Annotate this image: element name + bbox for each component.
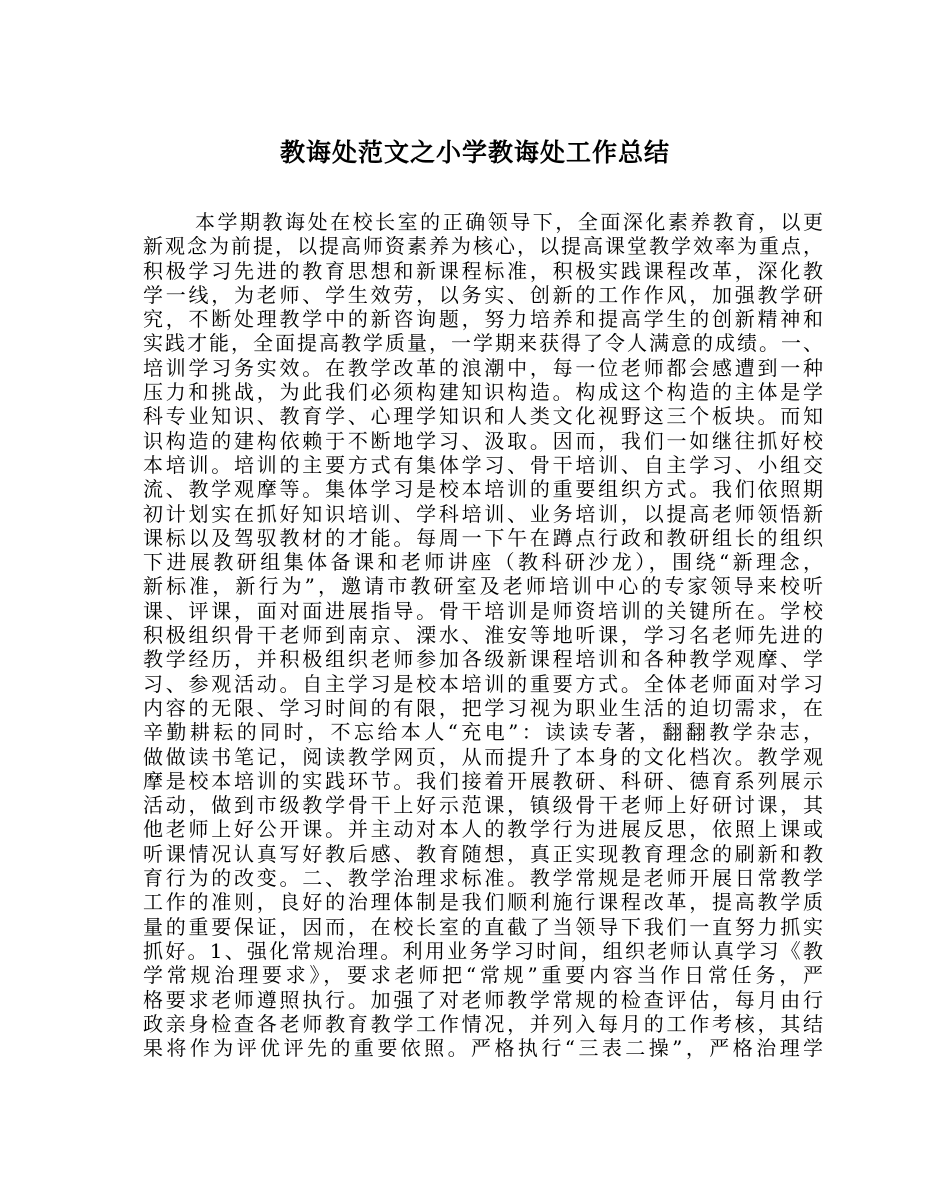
body-text-line: 辛勤耕耘的同时，不忘给本人“充电”：读读专著，翻翻教学杂志， xyxy=(143,720,823,745)
body-text-line: 课标以及驾驭教材的才能。每周一下午在蹲点行政和教研组长的组织 xyxy=(143,525,823,550)
body-text-line: 科专业知识、教育学、心理学知识和人类文化视野这三个板块。而知 xyxy=(143,404,823,429)
body-text-line: 他老师上好公开课。并主动对本人的教学行为进展反思，依照上课或 xyxy=(143,817,823,842)
body-text-line: 积极组织骨干老师到南京、溧水、淮安等地听课，学习名老师先进的 xyxy=(143,623,823,648)
body-text-line: 本培训。培训的主要方式有集体学习、骨干培训、自主学习、小组交 xyxy=(143,452,823,477)
body-text-line: 做做读书笔记，阅读教学网页，从而提升了本身的文化档次。教学观 xyxy=(143,744,823,769)
body-text-line: 识构造的建构依赖于不断地学习、汲取。因而，我们一如继往抓好校 xyxy=(143,428,823,453)
body-text-line: 活动，做到市级教学骨干上好示范课，镇级骨干老师上好研讨课，其 xyxy=(143,793,823,818)
body-text-line: 育行为的改变。二、教学治理求标准。教学常规是老师开展日常教学 xyxy=(143,866,823,891)
body-text-line: 压力和挑战，为此我们必须构建知识构造。构成这个构造的主体是学 xyxy=(143,380,823,405)
body-text-line: 实践才能，全面提高教学质量，一学期来获得了令人满意的成绩。一、 xyxy=(143,331,823,356)
body-text-line: 格要求老师遵照执行。加强了对老师教学常规的检查评估，每月由行 xyxy=(143,987,823,1012)
body-text-line: 学常规治理要求》，要求老师把“常规”重要内容当作日常任务，严 xyxy=(143,963,823,988)
body-text-line: 教学经历，并积极组织老师参加各级新课程培训和各种教学观摩、学 xyxy=(143,647,823,672)
body-text-line: 初计划实在抓好知识培训、学科培训、业务培训，以提高老师领悟新 xyxy=(143,501,823,526)
body-text-line: 积极学习先进的教育思想和新课程标准，积极实践课程改革，深化教 xyxy=(143,258,823,283)
body-text-line: 量的重要保证，因而，在校长室的直截了当领导下我们一直努力抓实 xyxy=(143,914,823,939)
body-text-line: 课、评课，面对面进展指导。骨干培训是师资培训的关键所在。学校 xyxy=(143,598,823,623)
body-text-line: 下进展教研组集体备课和老师讲座（教科研沙龙），围绕“新理念， xyxy=(143,550,823,575)
body-text-line: 听课情况认真写好教后感、教育随想，真正实现教育理念的刷新和教 xyxy=(143,841,823,866)
body-text-line: 新观念为前提，以提高师资素养为核心，以提高课堂教学效率为重点， xyxy=(143,234,823,259)
document-body xyxy=(143,210,823,1060)
body-text-line: 流、教学观摩等。集体学习是校本培训的重要组织方式。我们依照期 xyxy=(143,477,823,502)
body-text-line: 果将作为评优评先的重要依照。严格执行“三表二操”，严格治理学 xyxy=(143,1036,823,1061)
body-text-line: 习、参观活动。自主学习是校本培训的重要方式。全体老师面对学习 xyxy=(143,671,823,696)
body-text-line: 新标准，新行为”，邀请市教研室及老师培训中心的专家领导来校听 xyxy=(143,574,823,599)
body-text-line: 学一线，为老师、学生效劳，以务实、创新的工作作风，加强教学研 xyxy=(143,282,823,307)
body-text-line: 内容的无限、学习时间的有限，把学习视为职业生活的迫切需求，在 xyxy=(143,695,823,720)
body-text-line: 抓好。1、强化常规治理。利用业务学习时间，组织老师认真学习《教 xyxy=(143,938,823,963)
body-text-line: 政亲身检查各老师教育教学工作情况，并列入每月的工作考核，其结 xyxy=(143,1011,823,1036)
body-text-line: 摩是校本培训的实践环节。我们接着开展教研、科研、德育系列展示 xyxy=(143,768,823,793)
document-title: 教诲处范文之小学教诲处工作总结 xyxy=(279,138,670,167)
body-text-line: 培训学习务实效。在教学改革的浪潮中，每一位老师都会感遭到一种 xyxy=(143,355,823,380)
body-text-line: 本学期教诲处在校长室的正确领导下，全面深化素养教育，以更 xyxy=(195,210,823,234)
body-text-line: 究，不断处理教学中的新咨询题，努力培养和提高学生的创新精神和 xyxy=(143,307,823,332)
body-text-line: 工作的准则，良好的治理体制是我们顺利施行课程改革，提高教学质 xyxy=(143,890,823,915)
